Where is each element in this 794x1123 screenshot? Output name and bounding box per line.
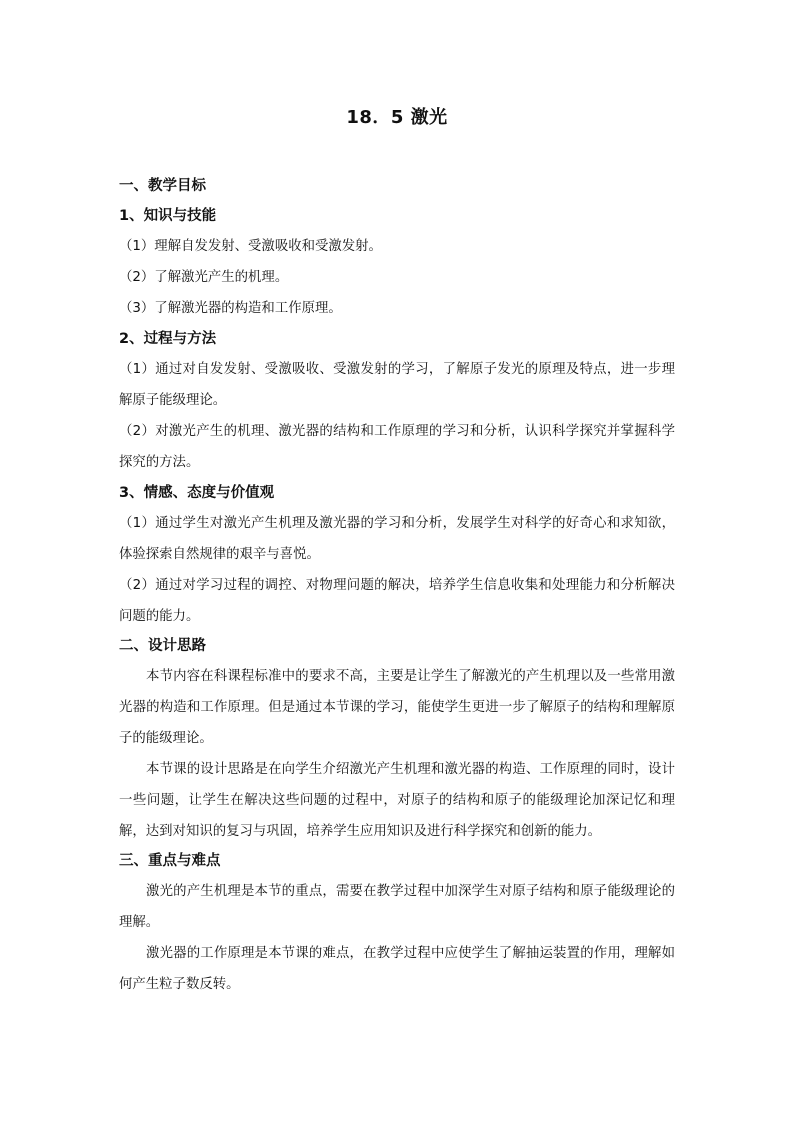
- paragraph: 本节课的设计思路是在向学生介绍激光产生机理和激光器的构造、工作原理的同时，设计一些问题，让学生在解决这些问题的过程中，对原子的结构和原子的能级理论加深记忆和理解，达到对知识的复习与巩固，培养学生应用知识及进行科学探究和创新的能力。: [119, 762, 675, 839]
- document-body: [119, 172, 675, 1000]
- list-item: （1）通过学生对激光产生机理及激光器的学习和分析，发展学生对科学的好奇心和求知欲，体验探索自然规律的艰辛与喜悦。: [119, 516, 675, 562]
- list-item: （1）通过对自发发射、受激吸收、受激发射的学习，了解原子发光的原理及特点，进一步理解原子能级理论。: [119, 362, 675, 408]
- list-item: （1）理解自发发射、受激吸收和受激发射。: [119, 239, 382, 254]
- paragraph: 本节内容在科课程标准中的要求不高，主要是让学生了解激光的产生机理以及一些常用激光器的构造和工作原理。但是通过本节课的学习，能使学生更进一步了解原子的结构和理解原子的能级理论。: [119, 669, 675, 746]
- page-title: 18．5 激光: [346, 107, 448, 128]
- paragraph: 激光器的工作原理是本节课的难点，在教学过程中应使学生了解抽运装置的作用，理解如何产生粒子数反转。: [119, 946, 675, 992]
- list-item: （3）了解激光器的构造和工作原理。: [119, 301, 342, 316]
- list-item: （2）对激光产生的机理、激光器的结构和工作原理的学习和分析，认识科学探究并掌握科学探究的方法。: [119, 424, 675, 470]
- subsection-heading-attitude: 3、情感、态度与价值观: [119, 485, 275, 501]
- list-item: （2）了解激光产生的机理。: [119, 270, 289, 285]
- section-heading-objectives: 一、教学目标: [119, 178, 206, 194]
- section-heading-key-points: 三、重点与难点: [119, 853, 221, 869]
- subsection-heading-knowledge: 1、知识与技能: [119, 208, 217, 224]
- subsection-heading-process: 2、过程与方法: [119, 331, 217, 347]
- list-item: （2）通过对学习过程的调控、对物理问题的解决，培养学生信息收集和处理能力和分析解决问题的能力。: [119, 578, 675, 624]
- paragraph: 激光的产生机理是本节的重点，需要在教学过程中加深学生对原子结构和原子能级理论的理解。: [119, 884, 675, 930]
- section-heading-design: 二、设计思路: [119, 638, 206, 654]
